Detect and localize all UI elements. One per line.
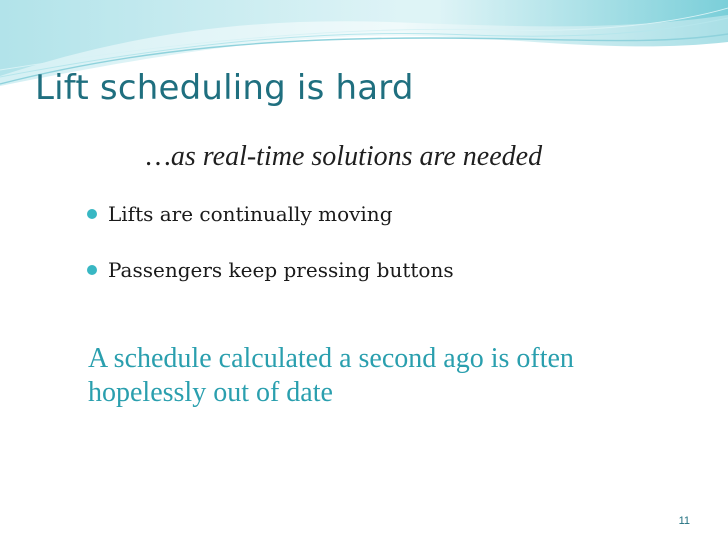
bullet-dot-icon xyxy=(87,209,97,219)
slide-subtitle: …as real-time solutions are needed xyxy=(146,141,543,172)
bullet-text: Lifts are continually moving xyxy=(108,202,393,226)
slide-title: Lift scheduling is hard xyxy=(35,68,414,108)
bullet-list xyxy=(84,200,454,312)
bullet-item-lifts-moving xyxy=(84,200,454,228)
bullet-dot-icon xyxy=(87,265,97,275)
bullet-item-passengers-buttons xyxy=(84,256,454,284)
emphasis-statement: A schedule calculated a second ago is often hopelessly out of date xyxy=(88,343,574,408)
bullet-text: Passengers keep pressing buttons xyxy=(108,258,454,282)
page-number: 11 xyxy=(678,515,690,527)
